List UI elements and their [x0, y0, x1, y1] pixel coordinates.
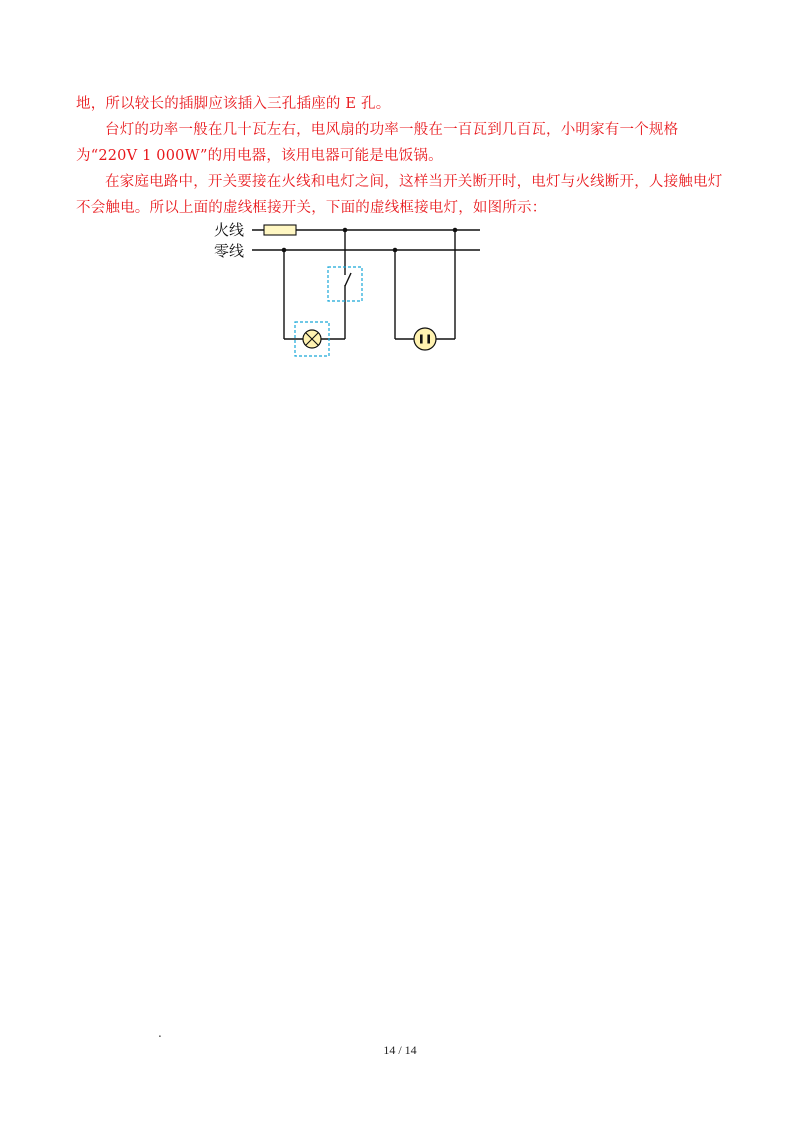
- switch-icon: [345, 273, 351, 286]
- paragraph-1: 地，所以较长的插脚应该插入三孔插座的 E 孔。: [76, 96, 391, 112]
- circuit-diagram: [200, 215, 500, 365]
- live-wire-label: 火线: [214, 221, 245, 239]
- paragraph-2: 台灯的功率一般在几十瓦左右，电风扇的功率一般在一百瓦到几百瓦，小明家有一个规格为“220V 1 000W”的用电器，该用电器可能是电饭锅。: [76, 122, 679, 164]
- fuse: [264, 225, 296, 235]
- socket-icon: [414, 328, 436, 350]
- neutral-wire-label: 零线: [214, 242, 245, 260]
- footer-dot: .: [158, 1026, 162, 1040]
- page-number: 14 / 14: [383, 1043, 417, 1057]
- paragraph-3: 在家庭电路中，开关要接在火线和电灯之间，这样当开关断开时，电灯与火线断开，人接触电灯不会触电。所以上面的虚线框接开关，下面的虚线框接电灯，如图所示：: [76, 174, 723, 216]
